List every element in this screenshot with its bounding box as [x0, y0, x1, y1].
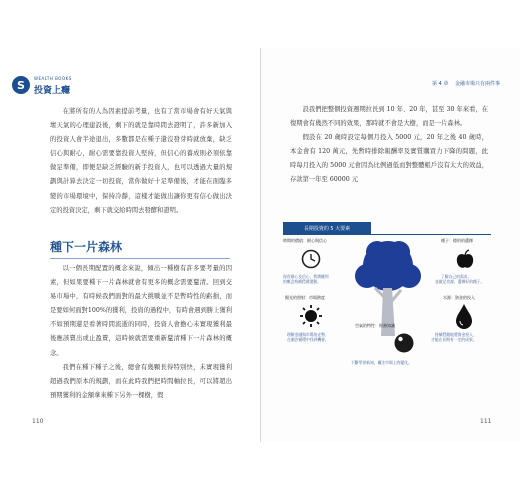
element-desc-seed-2: 並做足功課，選擇好的種子。: [435, 279, 485, 284]
left-paragraph-1: 在將所有的人為因素提前考量，也有了當市場會有好天氣與壞天氣的心理建設後，剩下的就是靠時間去證明了，許多新加入的投資人會半途退出，多數都是在種子還沒發芽時就放棄，缺乏信心與耐心，耐心需要靠投資人堅持，但信心的養成則必須依靠做足準備，即便是缺乏經驗的新手投資人，也可以透過大量的規劃與計算去決定一切投資，當你做好十足準備後，才能在面臨多變的市場環境中，保持冷靜，這樣才能做出讓你更有信心做出決定的投資決定，剩下就交給時間去發酵和證明。: [50, 108, 232, 214]
element-label-water: 水源：資金的投入: [443, 295, 475, 300]
element-desc-seed-1: 了解自己的需求，: [441, 274, 472, 279]
sun-icon: [299, 304, 323, 328]
left-page-number: 110: [32, 418, 44, 425]
bubble-icon: [393, 332, 415, 354]
element-desc-sun-2: 在潮汐循環中找到機會。: [287, 337, 329, 342]
clock-icon: [301, 249, 321, 269]
right-page-number: 111: [480, 418, 492, 425]
water-drop-icon: [455, 303, 473, 329]
five-elements-diagram: [283, 222, 491, 372]
series-english-name: WEALTH BOOKS: [34, 76, 72, 81]
section-heading: 種下一片森林: [50, 238, 230, 259]
series-logo-icon: S: [12, 76, 30, 94]
right-body-text: [290, 103, 488, 188]
series-title: 投資上癮: [34, 86, 71, 96]
right-running-header: [427, 80, 500, 87]
left-body-text-2: [50, 262, 232, 403]
left-paragraph-3: 我們在種下種子之後，總會有幾顆長得特別快，未實現獲利超過我們原本的規劃，而在此時我們把時間軸拉長，可以將超出預期獲利的金額拿來種下另外一棵樹，假: [50, 363, 232, 399]
element-desc-sun-1: 理解金融與市場的走勢，: [287, 332, 329, 337]
element-label-sun: 陽光的照射：市場熱度: [285, 295, 325, 300]
element-desc-water-2: 才能在長期有一定的成果。: [431, 337, 477, 342]
left-paragraph-2: 以一個長期配置的概念來說，傾出一種樹有許多要考量的因素，但如果要種下一片森林就會有更多的概念需要釐清。回到交易市場中，有時候我們面對的最大挑戰並不是暫時性的虧損，而是要如何面對100%的獲利，投資的過程中，有時會遇到勝上獲利不如預期還是看著時間流逝的同時，投資人會擔心未實現獲利最後應該賣出或止盈賣，這時候就需要重新釐清種下一片森林的概念。: [50, 265, 232, 357]
element-label-air: 空氣的特性：財務知識: [355, 323, 395, 328]
element-desc-time-2: 的概念持續穩健滾動。: [283, 279, 321, 284]
element-label-seed: 種子：標的的選擇: [441, 238, 473, 243]
apple-icon: [455, 248, 475, 270]
right-paragraph-2: 假設在 20 歲時設定每個月投入 5000 元，20 年之後 40 歲時，本金會有 120 萬元，先暫時排除報酬率及實質購買力下降的問題，此時每月投入的 5000 元會因為比例過低而對整體帳戶沒有太大的效益，存款第一年至 60000 元: [290, 134, 488, 184]
right-paragraph-1: 設我們把整個投資週期拉長到 10 年、20 年，甚至 30 年來看，在復期會有幾然不同的效果，那時就不會是大樹，而是一片森林。: [290, 106, 488, 128]
chapter-number: 第 4 章: [432, 81, 449, 87]
diagram-title-rule: [283, 234, 491, 235]
left-body-text-1: [50, 105, 232, 218]
element-desc-time-1: 保有耐心及信心，利潤權利: [283, 274, 329, 279]
diagram-footer: 不斷學習新知，關注市場上的變化。: [351, 360, 412, 365]
chapter-title: 金融市場只有兩件事: [454, 81, 500, 87]
element-label-time: 時間的價值：耐心與信心: [283, 238, 327, 243]
element-desc-water-1: 持續穩健地將資金投入，: [435, 332, 477, 337]
diagram-title: 長期投資的 5 大要素: [283, 222, 371, 234]
